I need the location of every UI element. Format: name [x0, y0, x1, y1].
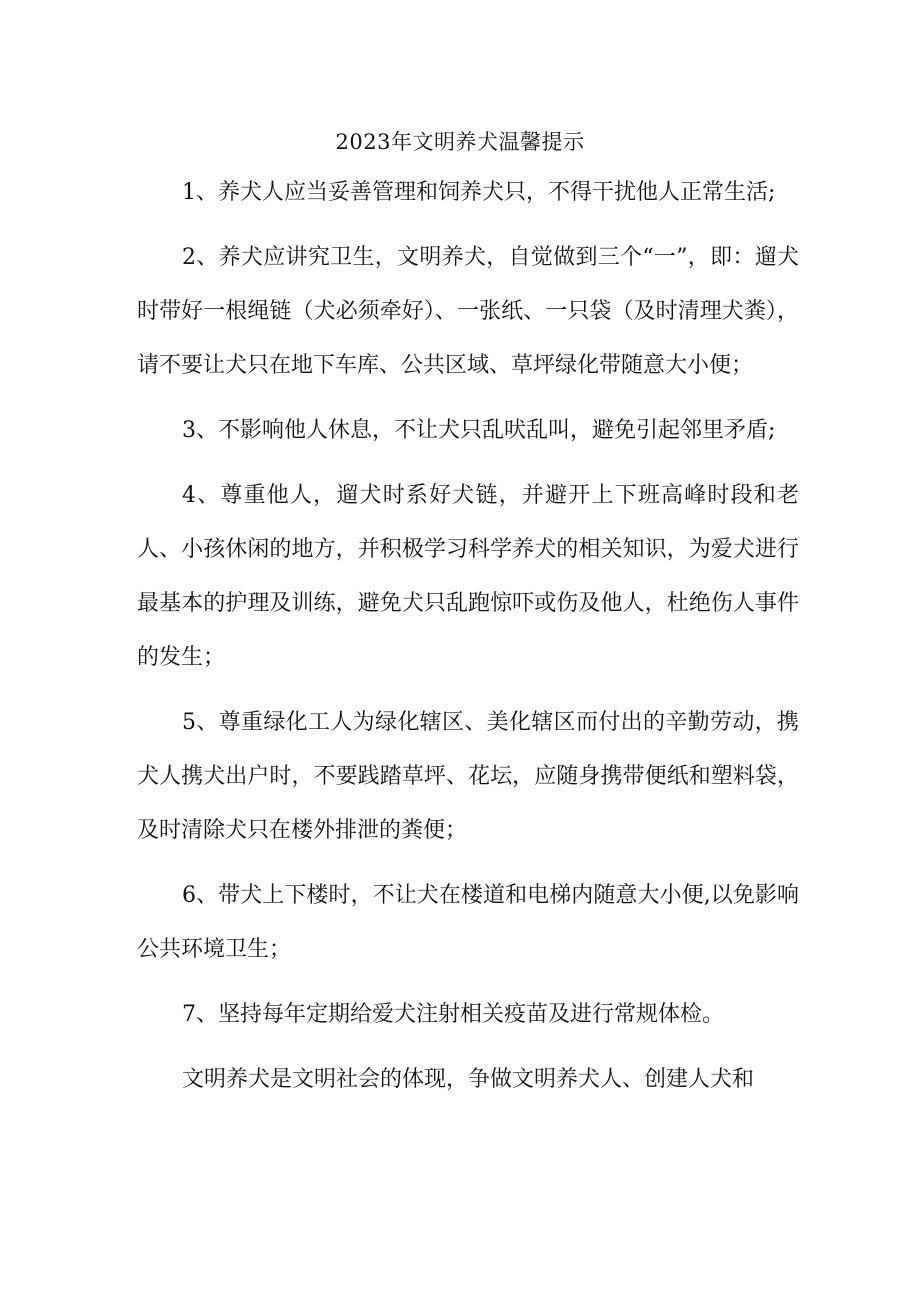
paragraph-2: 2、养犬应讲究卫生，文明养犬，自觉做到三个“一”，即：遛犬时带好一根绳链（犬必须牵好）、一张纸、一只袋（及时清理犬粪），请不要让犬只在地下车库、公共区域、草坪绿化带随意大小便；	[137, 245, 799, 378]
paragraph-6: 6、带犬上下楼时，不让犬在楼道和电梯内随意大小便,以免影响公共环境卫生；	[137, 883, 799, 962]
paragraph-5: 5、尊重绿化工人为绿化辖区、美化辖区而付出的辛勤劳动，携犬人携犬出户时，不要践踏草坪、花坛，应随身携带便纸和塑料袋，及时清除犬只在楼外排泄的粪便；	[137, 710, 799, 843]
document-title: 2023年文明养犬温馨提示	[335, 130, 585, 154]
paragraph-closing: 文明养犬是文明社会的体现，争做文明养犬人、创建人犬和	[182, 1067, 755, 1092]
paragraph-7: 7、坚持每年定期给爱犬注射相关疫苗及进行常规体检。	[182, 1002, 724, 1027]
document-body	[137, 166, 799, 1118]
paragraph-3: 3、不影响他人休息，不让犬只乱吠乱叫，避免引起邻里矛盾;	[182, 418, 776, 443]
paragraph-4: 4、尊重他人，遛犬时系好犬链，并避开上下班高峰时段和老人、小孩休闲的地方，并积极学习科学养犬的相关知识，为爱犬进行最基本的护理及训练，避免犬只乱跑惊吓或伤及他人，杜绝伤人事件的发生；	[137, 483, 799, 670]
paragraph-1: 1、养犬人应当妥善管理和饲养犬只，不得干扰他人正常生活;	[182, 180, 776, 205]
